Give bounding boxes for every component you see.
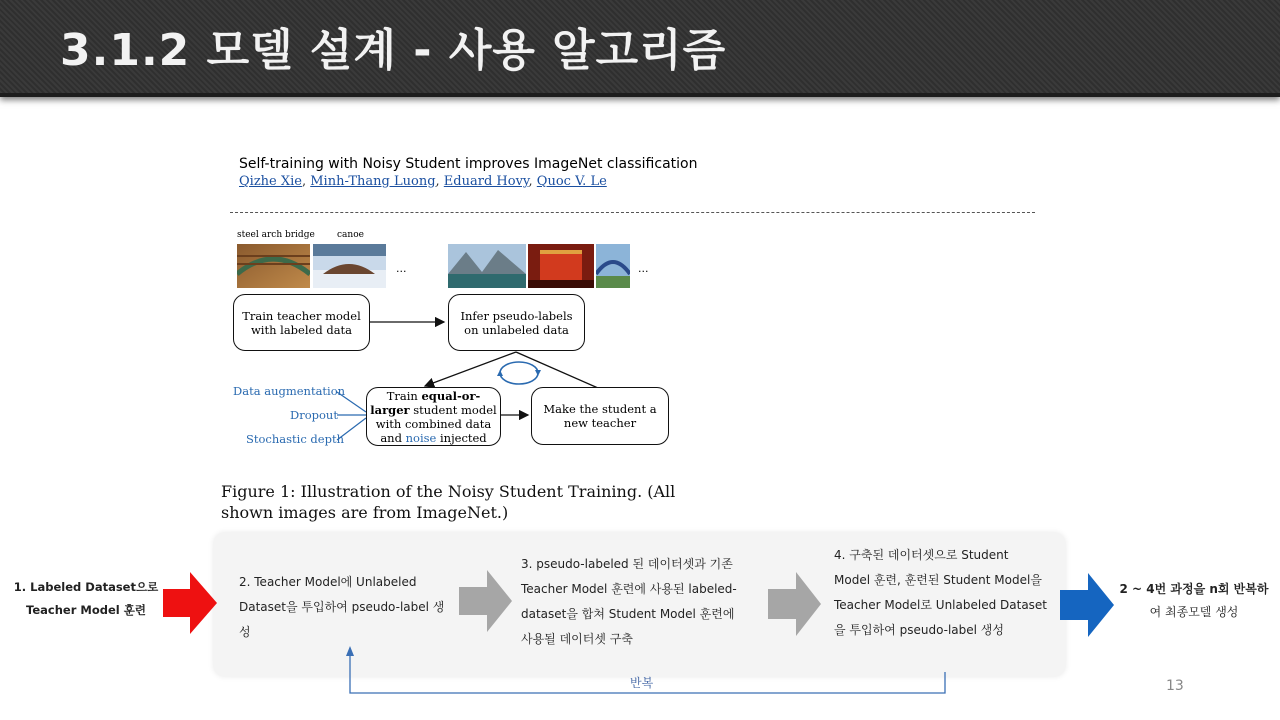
- step-4-text: 4. 구축된 데이터셋으로 Student Model 훈련, 훈련된 Student Model을 Teacher Model로 Unlabeled Dataset 을 투입하여 pseudo-label 생성: [834, 548, 1048, 637]
- final-step-text: 2 ~ 4번 과정을 n회 반복하 여 최종모델 생성: [1119, 582, 1269, 619]
- image-caption: steel arch bridge: [237, 230, 315, 240]
- train-student-box: Train equal-or- larger student model with combined data and noise injected: [366, 387, 501, 446]
- step-1-text: 1. Labeled Dataset으로 Teacher Model 훈련: [13, 580, 159, 617]
- slide-title: 3.1.2 모델 설계 - 사용 알고리즘: [60, 25, 727, 76]
- red-arrow: [163, 572, 217, 634]
- data-augmentation-label: Data augmentation: [233, 384, 346, 398]
- stochastic-depth-label: Stochastic depth: [246, 432, 344, 446]
- gray-arrow: [768, 572, 821, 636]
- step-3-text: 3. pseudo-labeled 된 데이터셋과 기존 Teacher Model 훈련에 사용된 labeled- dataset을 합쳐 Student Model 훈련에 사용될 데이터셋 구축: [521, 557, 737, 646]
- author-link[interactable]: Qizhe Xie: [239, 174, 302, 189]
- page-number: 13: [1166, 678, 1184, 694]
- paper-authors: Qizhe Xie, Minh-Thang Luong, Eduard Hovy, Quoc V. Le: [239, 174, 607, 189]
- paper-title: Self-training with Noisy Student improves ImageNet classification: [239, 156, 698, 172]
- repeat-label: 반복: [630, 676, 654, 690]
- infer-pseudo-labels-box: Infer pseudo-labels on unlabeled data: [448, 294, 585, 351]
- dropout-label: Dropout: [290, 408, 338, 422]
- author-link[interactable]: Quoc V. Le: [536, 174, 607, 189]
- blue-arrow: [1060, 573, 1114, 637]
- gray-arrow: [459, 570, 512, 632]
- figure-caption: Figure 1: Illustration of the Noisy Student Training. (All shown images are from ImageNet.): [221, 482, 676, 522]
- author-link[interactable]: Minh-Thang Luong: [310, 174, 436, 189]
- ellipsis: ...: [638, 262, 649, 275]
- ellipsis: ...: [396, 262, 407, 275]
- make-teacher-box: Make the student a new teacher: [531, 387, 669, 445]
- train-teacher-box: Train teacher model with labeled data: [233, 294, 370, 351]
- image-caption: canoe: [337, 230, 364, 240]
- step-2-text: 2. Teacher Model에 Unlabeled Dataset을 투입하여 pseudo-label 생 성: [239, 575, 445, 639]
- author-link[interactable]: Eduard Hovy: [443, 174, 529, 189]
